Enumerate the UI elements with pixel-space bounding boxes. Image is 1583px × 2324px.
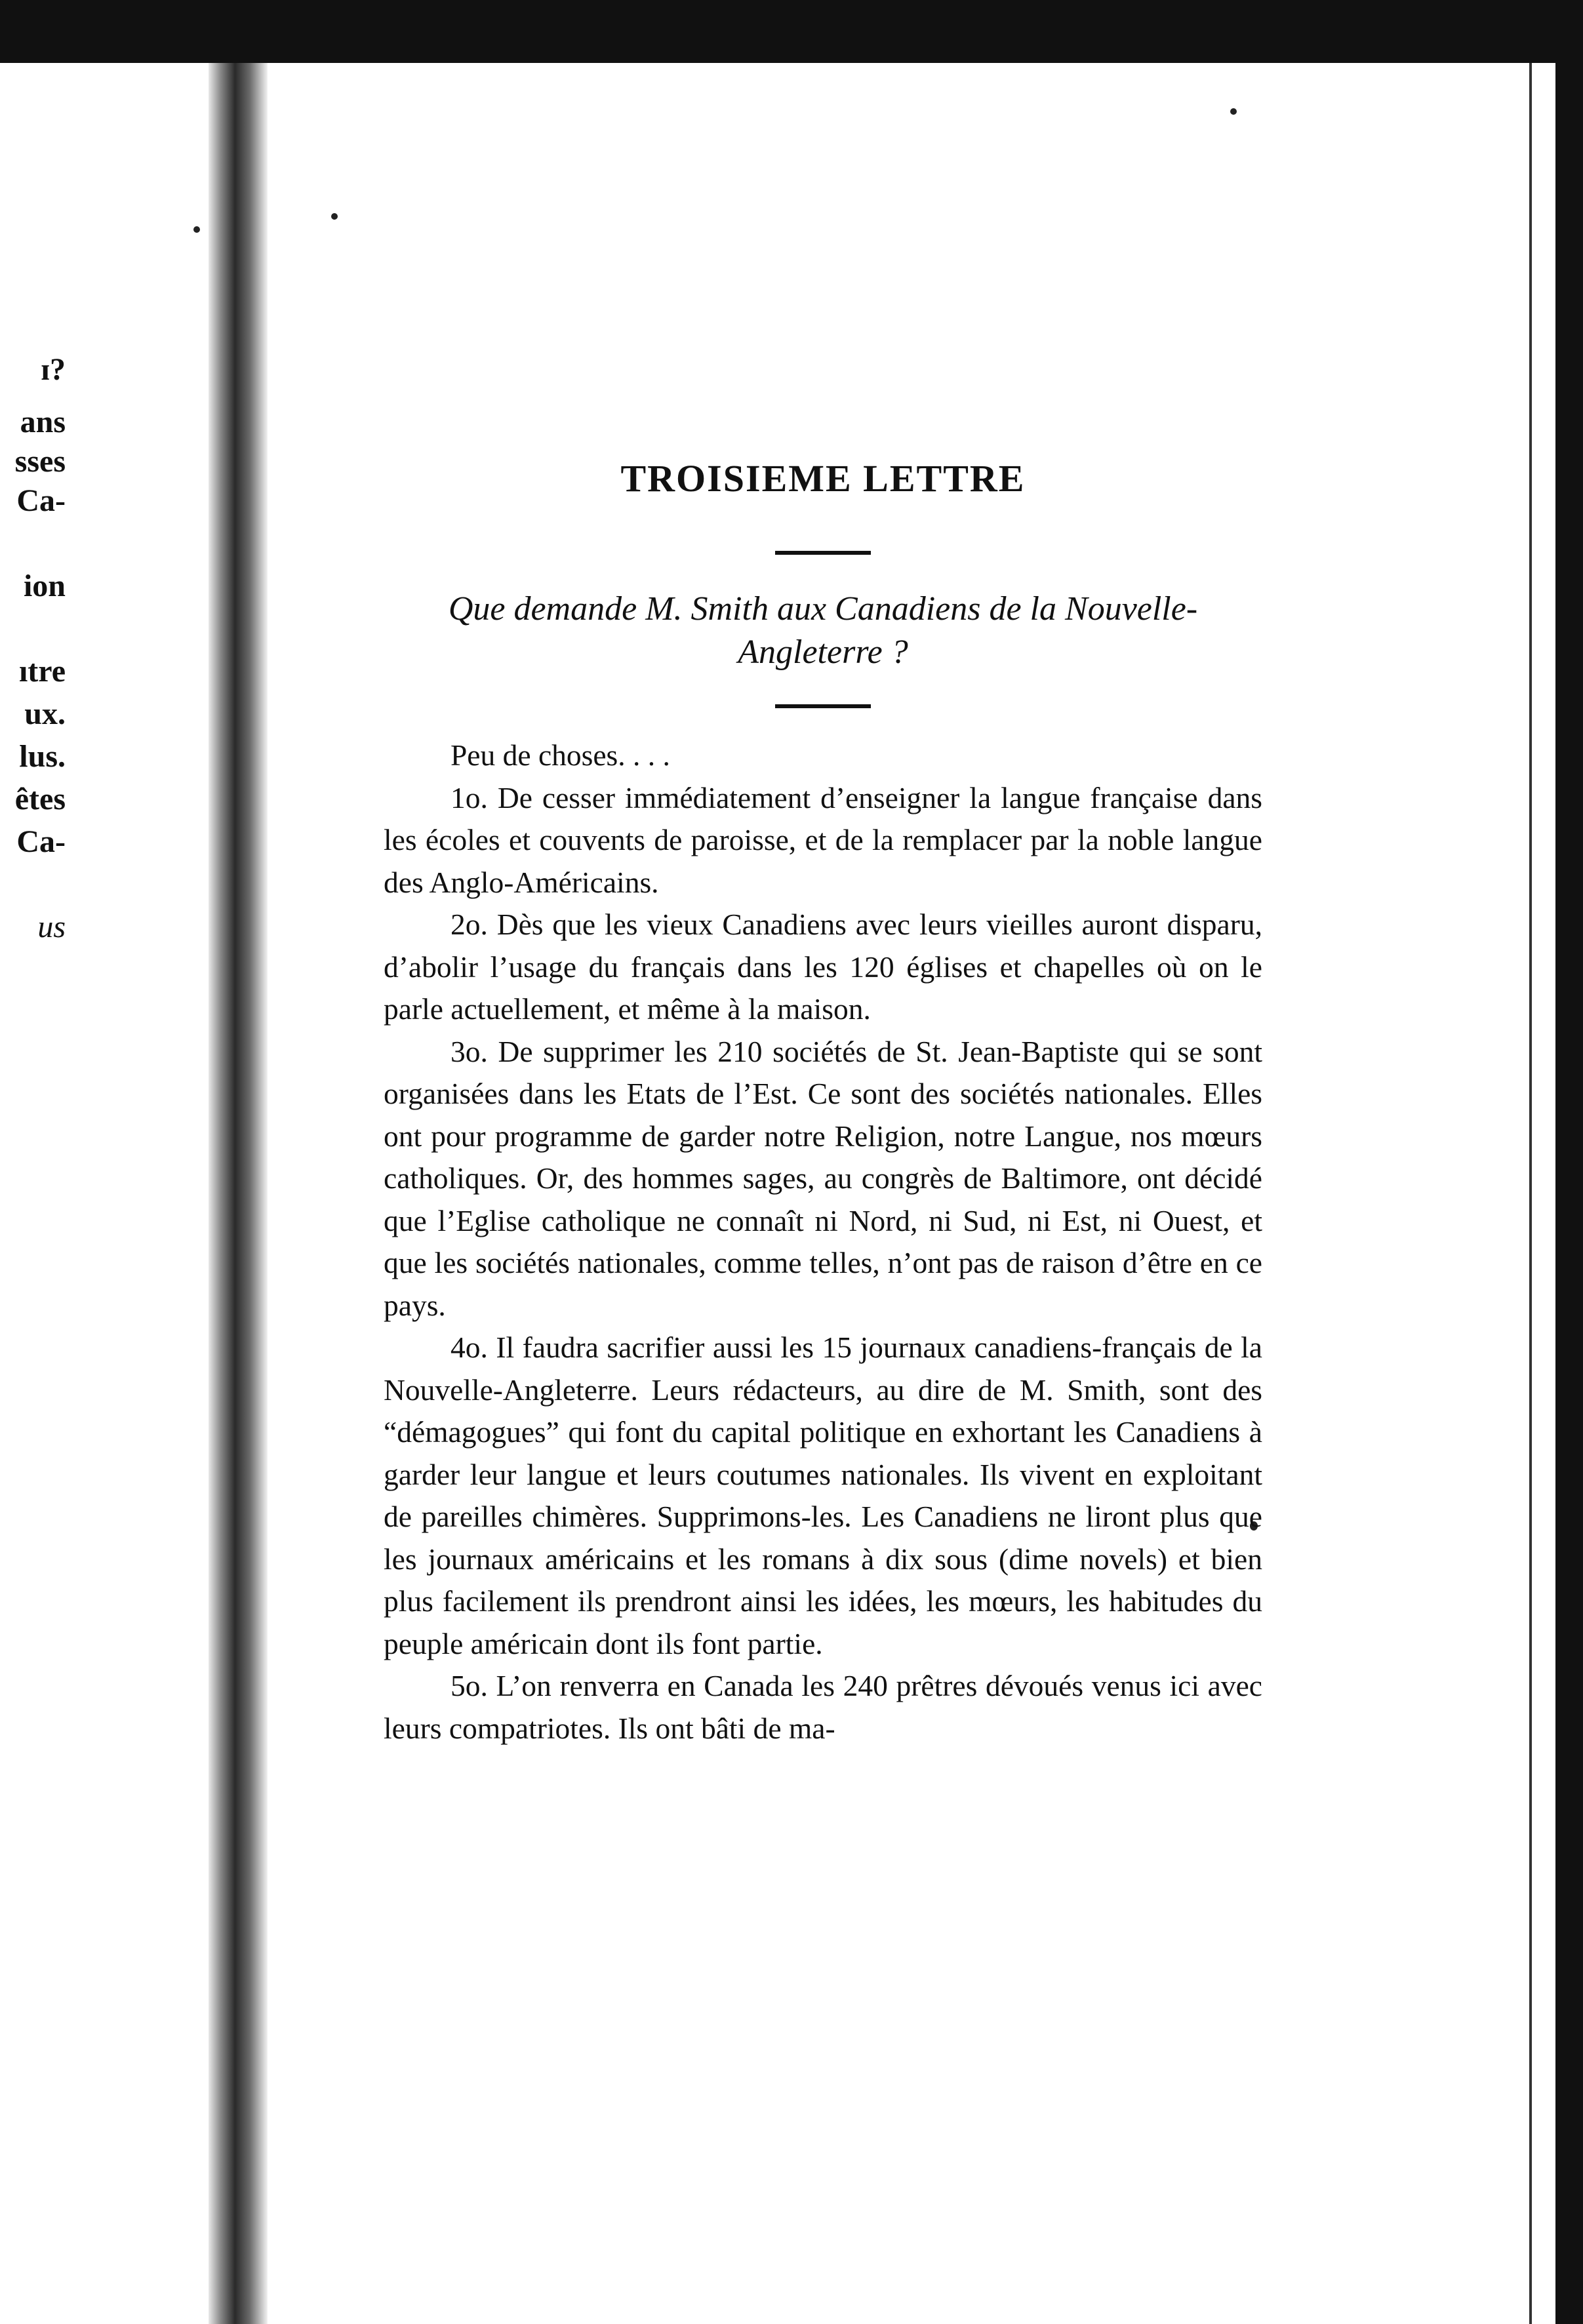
subtitle-line: Angleterre ? xyxy=(738,633,908,671)
prev-page-line: ans xyxy=(20,405,66,439)
title-rule xyxy=(775,551,871,555)
prev-page-line: Ca- xyxy=(16,824,66,859)
prev-page-line: ux. xyxy=(24,696,66,731)
prev-page-line: ɪ? xyxy=(41,352,66,387)
prev-page-line: Ca- xyxy=(16,483,66,518)
letter-body xyxy=(384,734,1262,1750)
paragraph: Peu de choses. . . . xyxy=(451,738,670,772)
scan-speck xyxy=(331,213,338,220)
paragraph: 5o. L’on renverra en Canada les 240 prêtres dévoués venus ici avec leurs compatriotes. Ils ont bâti de ma- xyxy=(384,1669,1262,1745)
paragraph: 3o. De supprimer les 210 sociétés de St. Jean-Baptiste qui se sont organisées dans les Etats de l’Est. Ce sont des sociétés nationales. Elles ont pour programme de garder notre Religion, notre Langue, nos mœurs catholiques. Or, des hommes sages, au congrès de Baltimore, ont décidé que l’Eglise catholique ne connaît ni Nord, ni Sud, ni Est, ni Ouest, et que les sociétés nationales, comme telles, n’ont pas de raison d’être en ce pays. xyxy=(384,1034,1262,1322)
previous-page-fragment xyxy=(0,63,203,2324)
page-title: TROISIEME LETTRE xyxy=(620,457,1026,500)
scan-top-border xyxy=(0,0,1583,63)
prev-page-line: ıtre xyxy=(18,654,66,689)
paragraph: 1o. De cesser immédiatement d’enseigner la langue française dans les écoles et couvents de paroisse, et de la remplacer par la noble langue des Anglo-Américains. xyxy=(384,780,1262,899)
scan-right-border xyxy=(1555,0,1583,2324)
prev-page-line: ion xyxy=(23,569,66,603)
page-edge-line xyxy=(1529,63,1532,2324)
letter-subtitle xyxy=(384,588,1262,674)
paragraph: 2o. Dès que les vieux Canadiens avec leurs vieilles auront disparu, d’abolir l’usage du français dans les 120 églises et chapelles où on le parle actuellement, et même à la maison. xyxy=(384,908,1262,1026)
prev-page-line: êtes xyxy=(14,782,66,816)
prev-page-line: lus. xyxy=(19,739,66,774)
scan-speck xyxy=(193,226,200,233)
prev-page-line: us xyxy=(37,910,66,944)
scan-speck xyxy=(1230,108,1237,115)
subtitle-line: Que demande M. Smith aux Canadiens de la Nouvelle- xyxy=(448,590,1198,628)
subtitle-rule xyxy=(775,704,871,708)
paragraph: 4o. Il faudra sacrifier aussi les 15 journaux canadiens-français de la Nouvelle-Angleterre. Leurs rédacteurs, au dire de M. Smith, sont des “démagogues” qui font du capital politique en exhortant les Canadiens à garder leur langue et leurs coutumes nationales. Ils vivent en exploitant de pareilles chimères. Supprimons-les. Les Canadiens ne liront plus que les journaux américains et les romans à dix sous (dime novels) et bien plus facilement ils prendront ainsi les idées, les mœurs, les habitudes du peuple américain dont ils font partie. xyxy=(384,1331,1262,1660)
page-content xyxy=(384,452,1262,1750)
book-gutter xyxy=(209,63,268,2324)
prev-page-line: sses xyxy=(14,444,66,479)
